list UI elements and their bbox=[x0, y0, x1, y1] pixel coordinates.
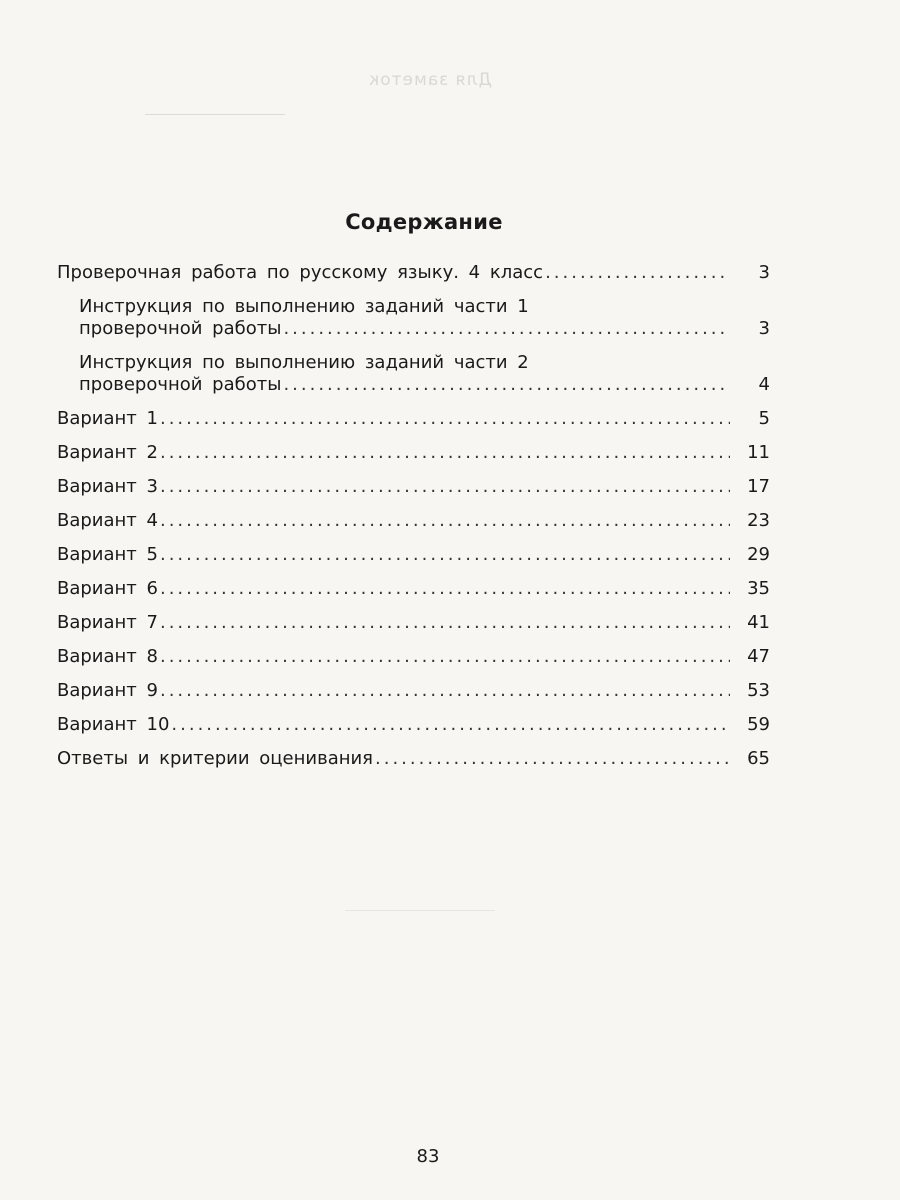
toc-leader-dots bbox=[160, 612, 730, 634]
toc-entry-label-line1: Инструкция по выполнению заданий части 2 bbox=[79, 352, 529, 373]
toc-entry-variant[interactable] bbox=[57, 510, 770, 532]
toc-entry-page: 4 bbox=[758, 374, 770, 395]
toc-leader-dots bbox=[160, 510, 730, 532]
toc-entry-variant[interactable] bbox=[57, 476, 770, 498]
toc-entry-label-line2: проверочной работы bbox=[79, 318, 282, 339]
toc-entry-variant[interactable] bbox=[57, 612, 770, 634]
toc-entry-label-line2: проверочной работы bbox=[79, 374, 282, 395]
toc-entry-label-line1: Инструкция по выполнению заданий части 1 bbox=[79, 296, 529, 317]
toc-leader-dots bbox=[283, 318, 730, 340]
toc-entry-variant[interactable] bbox=[57, 408, 770, 430]
toc-entry-variant[interactable] bbox=[57, 646, 770, 668]
toc-entry-page: 53 bbox=[747, 680, 770, 701]
toc-entry-sub[interactable] bbox=[57, 352, 770, 396]
toc-leader-dots bbox=[171, 714, 730, 736]
toc-entry-page: 29 bbox=[747, 544, 770, 565]
toc-leader-dots bbox=[160, 646, 730, 668]
toc-entry-sub[interactable] bbox=[57, 296, 770, 340]
toc-entry-variant[interactable] bbox=[57, 714, 770, 736]
toc-leader-dots bbox=[545, 262, 730, 284]
toc-entry-page: 17 bbox=[747, 476, 770, 497]
toc-leader-dots bbox=[375, 748, 730, 770]
toc-entry-line2 bbox=[79, 374, 770, 396]
toc-leader-dots bbox=[160, 544, 730, 566]
toc-entry-label: Вариант 10 bbox=[57, 714, 170, 735]
toc-leader-dots bbox=[160, 408, 730, 430]
toc-entry-label: Вариант 8 bbox=[57, 646, 158, 667]
toc-entry-label: Вариант 1 bbox=[57, 408, 158, 429]
toc-entry-page: 5 bbox=[758, 408, 770, 429]
toc-leader-dots bbox=[160, 476, 730, 498]
toc-entry-label: Проверочная работа по русскому языку. 4 класс bbox=[57, 262, 544, 283]
bleed-through-text: Для заметок bbox=[367, 70, 493, 90]
toc-leader-dots bbox=[160, 680, 730, 702]
page-number: 83 bbox=[416, 1146, 440, 1167]
toc-entry-label: Вариант 2 bbox=[57, 442, 158, 463]
toc-entry-variant[interactable] bbox=[57, 578, 770, 600]
toc-leader-dots bbox=[160, 578, 730, 600]
toc-entry-page: 23 bbox=[747, 510, 770, 531]
toc-entry-answers[interactable] bbox=[57, 748, 770, 770]
toc-entry-label: Вариант 3 bbox=[57, 476, 158, 497]
toc-entry-label: Вариант 4 bbox=[57, 510, 158, 531]
toc-entry-page: 11 bbox=[747, 442, 770, 463]
toc-entry-page: 59 bbox=[747, 714, 770, 735]
page-title: Содержание bbox=[345, 210, 503, 234]
toc-entry-page: 65 bbox=[747, 748, 770, 769]
toc-leader-dots bbox=[283, 374, 730, 396]
toc-entry-label: Ответы и критерии оценивания bbox=[57, 748, 374, 769]
toc-entry-page: 3 bbox=[758, 262, 770, 283]
table-of-contents bbox=[57, 262, 770, 782]
toc-entry-label: Вариант 7 bbox=[57, 612, 158, 633]
toc-entry-label: Вариант 5 bbox=[57, 544, 158, 565]
toc-entry-variant[interactable] bbox=[57, 544, 770, 566]
toc-entry-variant[interactable] bbox=[57, 680, 770, 702]
toc-entry-label: Вариант 6 bbox=[57, 578, 158, 599]
bleed-through-line bbox=[145, 114, 285, 115]
toc-entry-page: 47 bbox=[747, 646, 770, 667]
toc-entry-label: Вариант 9 bbox=[57, 680, 158, 701]
toc-entry-main[interactable] bbox=[57, 262, 770, 284]
toc-entry-variant[interactable] bbox=[57, 442, 770, 464]
bleed-through-line bbox=[345, 910, 495, 911]
toc-entry-page: 35 bbox=[747, 578, 770, 599]
toc-entry-line2 bbox=[79, 318, 770, 340]
toc-entry-page: 41 bbox=[747, 612, 770, 633]
toc-entry-page: 3 bbox=[758, 318, 770, 339]
toc-leader-dots bbox=[160, 442, 730, 464]
